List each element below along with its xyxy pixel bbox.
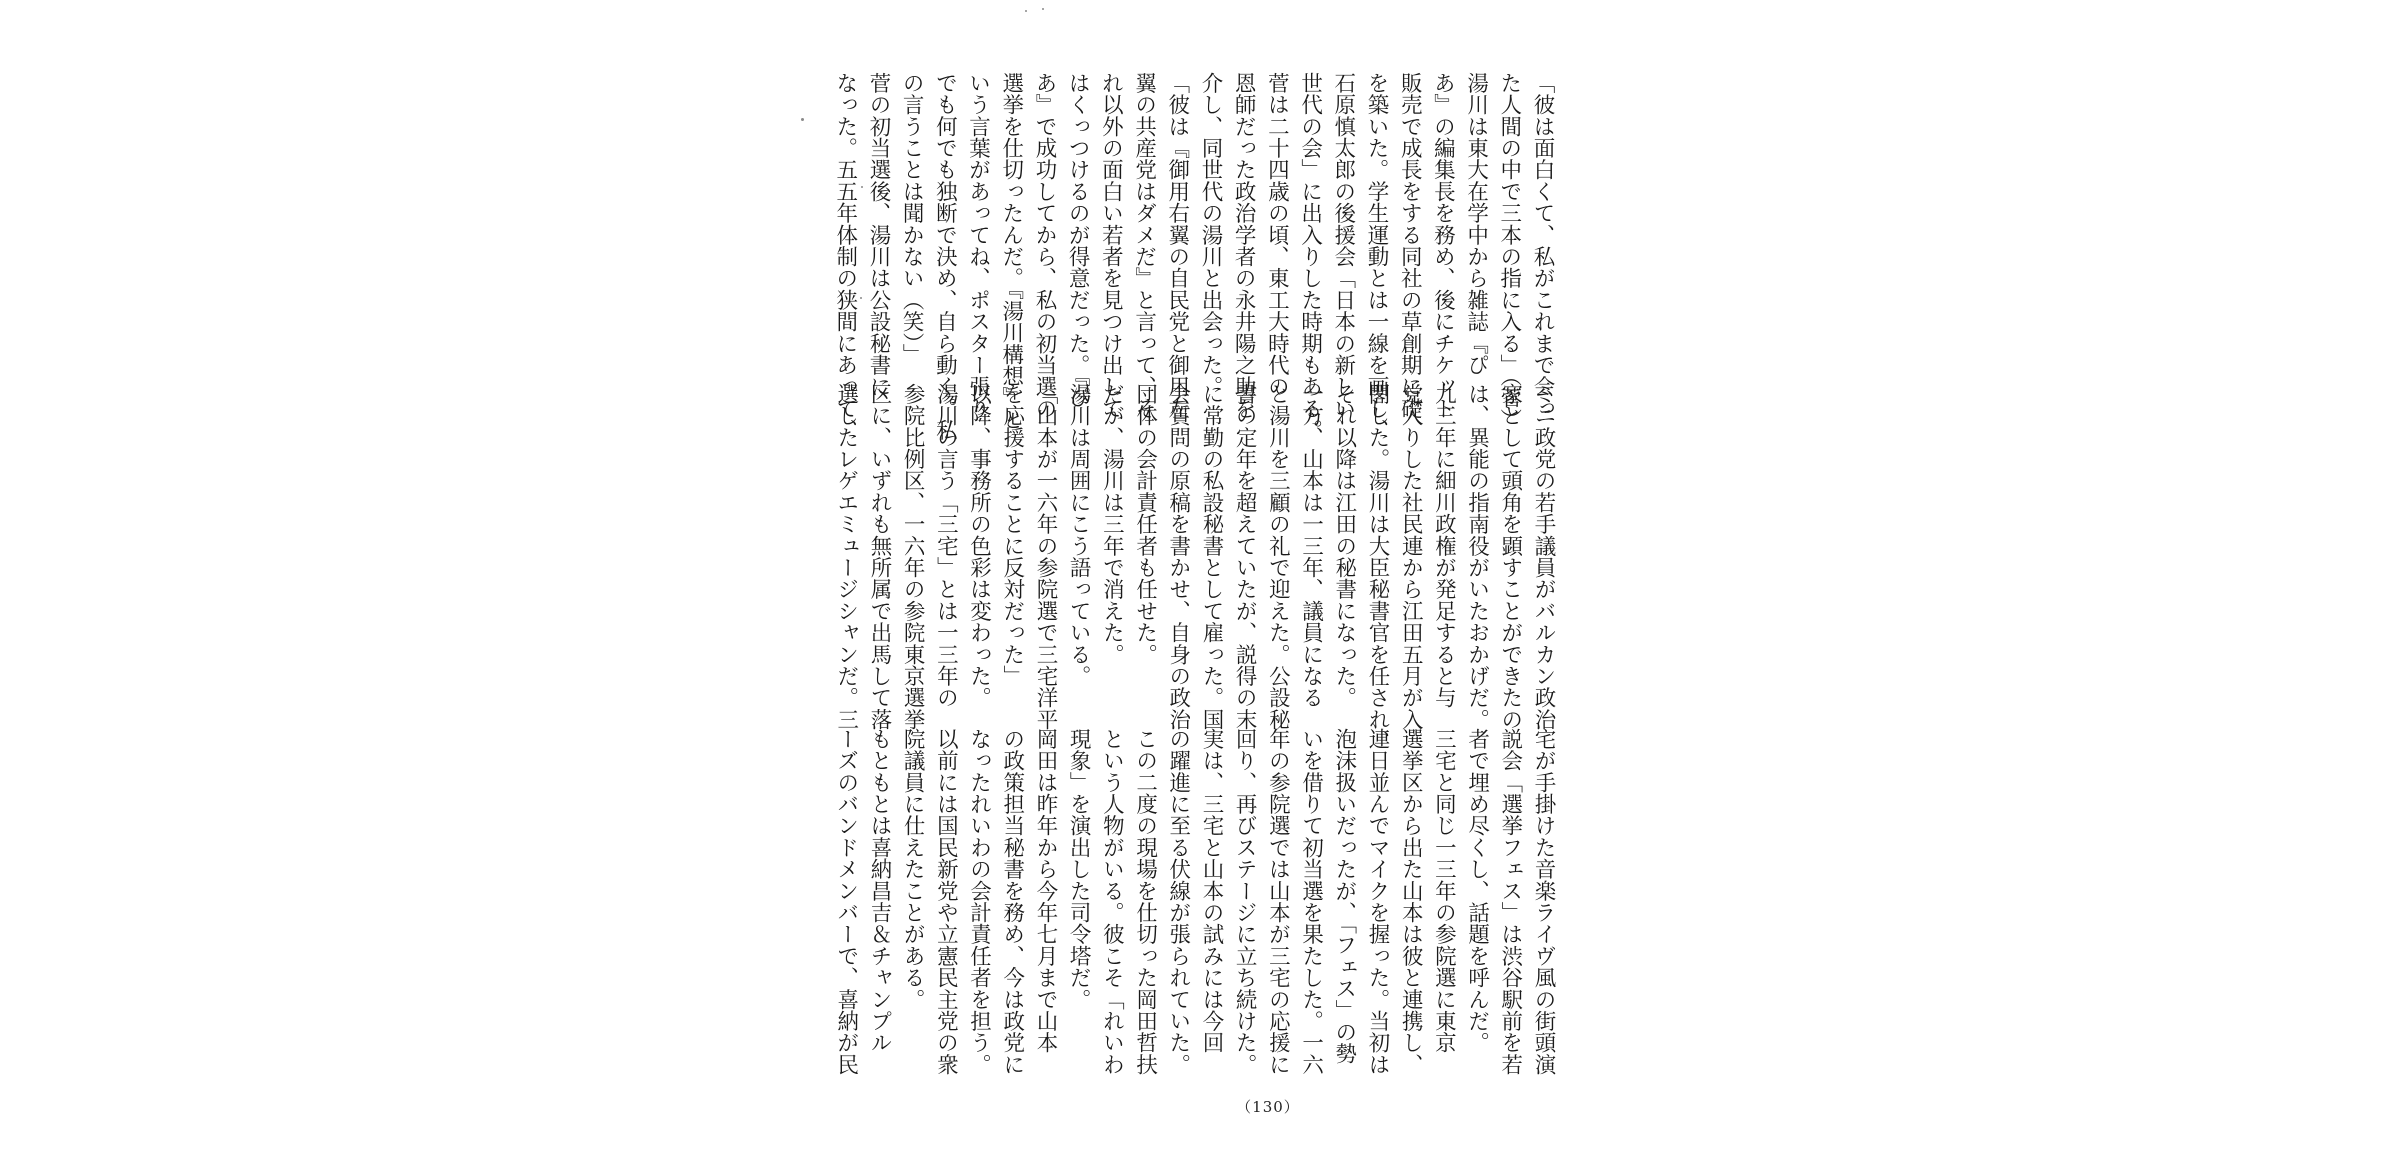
text-line: 説会「選挙フェス」は渋谷駅前を若 (1497, 728, 1523, 1076)
text-line: を応援することに反対だった」 (999, 383, 1025, 687)
text-line: 翼の共産党はダメだ』と言って、そ (1131, 72, 1157, 420)
text-line: 介し、同世代の湯川と出会った。 (1197, 72, 1223, 398)
text-line: 以降、事務所の色彩は変わった。 (966, 383, 992, 709)
paper-speck (1042, 8, 1044, 10)
article-text-lower-tier (833, 728, 1560, 1076)
text-line: 参院比例区、一六年の参院東京選挙 (900, 383, 926, 731)
text-line: 家として頭角を顕すことができたの (1497, 383, 1523, 731)
text-line: 宅が手掛けた音楽ライヴ風の街頭演 (1531, 728, 1556, 1076)
text-line: 院議員に仕えたことがある。 (900, 728, 926, 1011)
text-line: 三宅と同じ一三年の参院選に東京 (1431, 728, 1457, 1054)
text-line: 党入りした社民連から江田五月が入 (1398, 383, 1424, 731)
text-line: と湯川を三顧の礼で迎えた。公設秘 (1265, 383, 1291, 731)
text-line: 選挙を仕切ったんだ。『湯川構想』と (998, 72, 1024, 431)
text-line: 閣した。湯川は大臣秘書官を任され、 (1364, 383, 1390, 752)
text-line: あ』で成功してから、私の初当選の (1031, 72, 1057, 420)
text-line: 湯川の言う「三宅」とは一三年の (933, 383, 959, 709)
text-line: 岡田は昨年から今年七月まで山本 (1032, 728, 1058, 1054)
text-line: もともとは喜納昌吉＆チャンプル (866, 728, 892, 1054)
text-line: ミニ政党の若手議員がバルカン政治 (1531, 383, 1556, 731)
text-line: いう言葉があってね、ポスター張り (965, 72, 991, 420)
text-line: なったれいわの会計責任者を担う。 (966, 728, 992, 1076)
text-line: 九三年に細川政権が発足すると与 (1431, 383, 1457, 709)
text-line: 選挙区から出た山本は彼と連携し、 (1398, 728, 1424, 1076)
text-line: 湯川は周囲にこう語っている。 (1066, 383, 1092, 687)
text-line: 連日並んでマイクを握った。当初は (1364, 728, 1390, 1076)
text-line: を築いた。学生運動とは一線を画し、 (1363, 72, 1389, 441)
text-line: た人間の中で三本の指に入る」（菅） (1496, 72, 1522, 431)
text-line: という人物がいる。彼こそ「れいわ (1099, 728, 1125, 1076)
text-line: この二度の現場を仕切った岡田哲扶 (1132, 728, 1158, 1076)
article-text-middle-tier (833, 383, 1560, 752)
text-line: だが、湯川は三年で消えた。 (1099, 383, 1125, 666)
blank-left-page (0, 0, 880, 1158)
text-line: はくっつけるのが得意だった。『ぴ (1065, 72, 1091, 409)
text-line: 選したレゲエミュージシャンだ。三 (833, 383, 859, 731)
article-text-upper-tier (832, 72, 1559, 441)
text-line: あ』の編集長を務め、後にチケット (1430, 72, 1456, 420)
text-line: 以前には国民新党や立憲民主党の衆 (933, 728, 959, 1076)
text-line: 湯川は東大在学中から雑誌『ぴ (1463, 72, 1489, 376)
text-line: 区に、いずれも無所属で出馬して落 (866, 383, 892, 731)
text-line: の躍進に至る伏線が張られていた。 (1165, 728, 1191, 1076)
text-line: 一方、山本は一三年、議員になる (1298, 383, 1324, 709)
text-line: 泡沫扱いだったが、「フェス」の勢 (1331, 728, 1357, 1065)
text-line: 書の定年を超えていたが、説得の末 (1232, 383, 1258, 731)
text-line: 恩師だった政治学者の永井陽之助を (1231, 72, 1257, 420)
text-line: 会質問の原稿を書かせ、自身の政治 (1165, 383, 1191, 731)
paper-speck (1025, 10, 1027, 12)
text-line: 現象」を演出した司令塔だ。 (1066, 728, 1092, 1011)
text-line: 石原慎太郎の後援会「日本の新しい (1330, 72, 1356, 420)
text-line: ーズのバンドメンバーで、喜納が民 (833, 728, 859, 1076)
text-line: 菅の初当選後、湯川は公設秘書に (865, 72, 891, 398)
text-line: 者で埋め尽くし、話題を呼んだ。 (1464, 728, 1490, 1054)
text-line: いを借りて初当選を果たした。一六 (1298, 728, 1324, 1076)
text-line: 実は、三宅と山本の試みには今回 (1198, 728, 1224, 1054)
text-line: れ以外の面白い若者を見つけ出して (1098, 72, 1124, 420)
text-line: 販売で成長をする同社の草創期に礎 (1397, 72, 1423, 420)
faint-running-head (2260, 27, 2400, 37)
text-line: 世代の会」に出入りした時期もある。 (1297, 72, 1323, 441)
text-line: の政策担当秘書を務め、今は政党に (999, 728, 1025, 1076)
text-line: 団体の会計責任者も任せた。 (1132, 383, 1158, 666)
page-number: （130） (1236, 1098, 1300, 1116)
text-line: は、異能の指南役がいたおかげだ。 (1464, 383, 1490, 731)
text-line: それ以降は江田の秘書になった。 (1331, 383, 1357, 709)
text-line: 菅は二十四歳の頃、東工大時代の (1264, 72, 1290, 398)
text-line: 回り、再びステージに立ち続けた。 (1232, 728, 1258, 1076)
text-line: 年の参院選では山本が三宅の応援に (1265, 728, 1291, 1076)
text-line: に常勤の私設秘書として雇った。国 (1198, 383, 1224, 731)
text-line: 「彼は面白くて、私がこれまで会っ (1530, 72, 1555, 420)
text-line: でも何でも独断で決め、自ら動く。私 (932, 72, 958, 441)
text-line: 「彼は『御用右翼の自民党と御用左 (1164, 72, 1190, 420)
paper-speck (801, 118, 804, 121)
text-line: なった。五五年体制の狭間にあって、 (832, 72, 858, 441)
text-line: の言うことは聞かない（笑）」 (899, 72, 925, 366)
text-line: 「山本が一六年の参院選で三宅洋平 (1032, 383, 1058, 731)
